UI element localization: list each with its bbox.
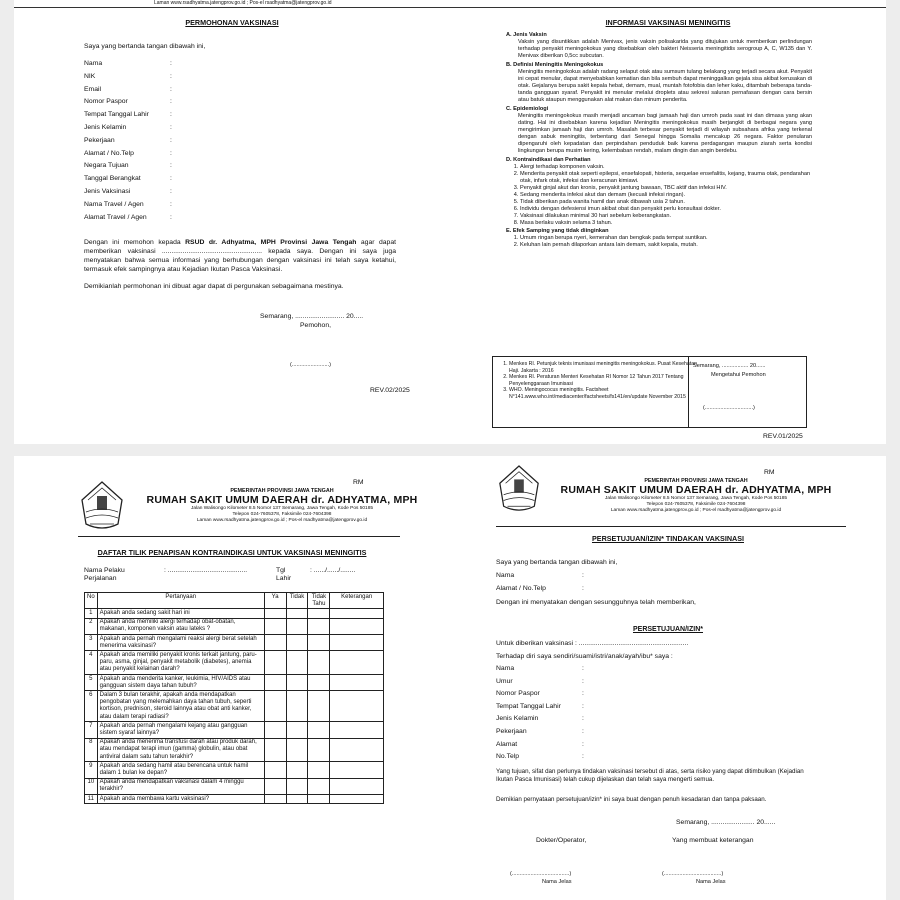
form-field-row [496, 753, 584, 760]
field-label: Tanggal Berangkat [84, 175, 141, 183]
row-number: 11 [85, 795, 98, 804]
col-tidak: Tidak [286, 593, 308, 609]
form-field-row [84, 111, 172, 118]
letterhead-rule [14, 7, 450, 8]
checklist-table [84, 592, 384, 804]
section-heading: E. Efek Samping yang tidak diinginkan [506, 228, 609, 234]
field-colon: : [582, 584, 584, 592]
col-keterangan: Keterangan [330, 593, 384, 609]
hospital-name: RUMAH SAKIT UMUM DAERAH dr. ADHYATMA, MPH [146, 494, 418, 506]
field-colon: : [582, 677, 584, 685]
form-field-row [496, 715, 584, 722]
form-field-row [496, 728, 584, 735]
province-logo-icon [94, 0, 144, 6]
answer-ya-cell[interactable] [264, 738, 286, 762]
answer-tidak-tahu-cell[interactable] [308, 795, 330, 804]
table-row [85, 609, 384, 618]
keterangan-cell[interactable] [330, 675, 384, 691]
reference-box [492, 356, 807, 428]
row-question: Apakah anda menderita kanker, leukimia, HIV/AIDS atau gangguan sistem daya tahan tubuh? [97, 675, 264, 691]
intro-text: Saya yang bertanda tangan dibawah ini, [84, 43, 206, 50]
row-number: 5 [85, 675, 98, 691]
page-persetujuan [450, 456, 886, 900]
keterangan-cell[interactable] [330, 778, 384, 794]
field-label: Nama [84, 60, 103, 67]
form-field-row [84, 162, 172, 169]
table-row [85, 635, 384, 651]
list-item: 1. Alergi terhadap komponen vaksin. [520, 164, 812, 171]
answer-tidak-cell[interactable] [286, 691, 308, 722]
box-signature: (...............................) [703, 405, 755, 411]
form-field-row [496, 585, 584, 592]
consent-subtitle: PERSETUJUAN/IZIN* [632, 626, 703, 633]
address-line-2: Telepon 024-7605378, Faksimile 024-7604398 [232, 512, 332, 517]
field-colon: : [170, 213, 172, 221]
checklist-body [85, 609, 384, 804]
rm-label: RM [764, 469, 775, 476]
field-label: NIK [84, 72, 96, 80]
field-colon: : [170, 136, 172, 144]
table-row [85, 778, 384, 794]
field-label: Jenis Kelamin [84, 124, 127, 131]
form-field-row [84, 137, 172, 144]
row-number: 6 [85, 691, 98, 722]
list-item: 7. Vaksinasi dilakukan minimal 30 hari sebelum keberangkatan. [520, 213, 812, 220]
explanation-paragraph: Yang tujuan, sifat dan perlunya tindakan vaksinasi tersebut di atas, serta risiko yang dapat ditimbulkan (Kejadian Ikutan Pasca Imunisasi) telah cukup dijelaskan dan telah saya mengerti semua. [496, 768, 804, 783]
table-header-row [85, 593, 384, 609]
side-effect-list [520, 235, 812, 249]
form-field-row [84, 175, 172, 182]
table-row [85, 618, 384, 634]
left-nama-jelas: Nama Jelas [542, 879, 572, 885]
answer-tidak-tahu-cell[interactable] [308, 675, 330, 691]
form-field-row [84, 98, 172, 105]
form-field-row [496, 703, 584, 710]
address-line-3: Laman www.rsadhyatma.jatengprov.go.id ; Pos-el rsadhyatma@jatengprov.go.id [196, 518, 368, 523]
info-sections [506, 32, 812, 249]
field-colon: : [582, 665, 584, 672]
field-colon: : [170, 60, 172, 67]
answer-ya-cell[interactable] [264, 609, 286, 618]
section-heading: A. Jenis Vaksin [506, 32, 547, 38]
field-colon: : [170, 175, 172, 183]
field-colon: : [582, 572, 584, 579]
field-colon: : [582, 728, 584, 735]
field-label: Alamat / No.Telp [84, 149, 134, 157]
address-line-1: Jalan Walisongo Kilometer 8.5 Nomor 137 Semarang, Jawa Tengah, Kode Pos 50185 [190, 506, 374, 511]
answer-tidak-tahu-cell[interactable] [308, 609, 330, 618]
table-row [85, 691, 384, 722]
address-line-3: Laman www.rsadhyatma.jatengprov.go.id ; Pos-el rsadhyatma@jatengprov.go.id [610, 508, 782, 513]
government-name: PEMERINTAH PROVINSI JAWA TENGAH [230, 488, 334, 494]
field-colon: : [582, 690, 584, 698]
section-body: Vaksin yang disuntikkan adalah Menivax, jenis vaksin polisakarida yang ditujukan untuk memberikan perlindungan terhadap penyakit meningokokus yang disebabkan oleh bakteri Neisseria meningitidis serogroup A, C, W135 dan Y. Menivax diberikan 0,5cc subcutan. [518, 39, 812, 59]
answer-tidak-cell[interactable] [286, 762, 308, 778]
field-label: Jenis Kelamin [496, 715, 539, 723]
request-paragraph [84, 238, 396, 274]
field-label: Pekerjaan [84, 136, 115, 144]
row-question: Apakah anda membawa kartu vaksinasi? [97, 795, 264, 804]
letterhead-rule [78, 536, 400, 537]
page-title: DAFTAR TILIK PENAPISAN KONTRAINDIKASI UNTUK VAKSINASI MENINGITIS [97, 548, 367, 557]
field-label: Jenis Vaksinasi [84, 188, 131, 195]
answer-ya-cell[interactable] [264, 651, 286, 675]
tgl-label: Tgl [276, 567, 286, 574]
right-signature: (.....................................) [662, 871, 724, 877]
answer-tidak-cell[interactable] [286, 675, 308, 691]
answer-ya-cell[interactable] [264, 618, 286, 634]
province-logo-icon [78, 480, 126, 532]
hospital-name-bold: RSUD dr. Adhyatma, MPH Provinsi Jawa Tengah [185, 239, 357, 246]
field-colon: : [170, 98, 172, 106]
col-tidak-tahu: Tidak Tahu [308, 593, 330, 609]
row-question: Apakah anda memiliki alergi terhadap obat-obatan, makanan, komponen vaksin atau lateks ? [97, 618, 264, 634]
form-field-row [84, 214, 172, 221]
row-number: 7 [85, 722, 98, 738]
keterangan-cell[interactable] [330, 722, 384, 738]
row-number: 2 [85, 618, 98, 634]
field-colon: : [582, 702, 584, 710]
answer-tidak-cell[interactable] [286, 618, 308, 634]
answer-tidak-cell[interactable] [286, 609, 308, 618]
section-heading: D. Kontraindikasi dan Perhatian [506, 157, 591, 163]
field-label: Tempat Tanggal Lahir [496, 702, 561, 710]
answer-tidak-tahu-cell[interactable] [308, 778, 330, 794]
row-question: Apakah anda sedang sakit hari ini [97, 609, 264, 618]
letterhead-address: Laman www.rsadhyatma.jatengprov.go.id ; Pos-el rsadhyatma@jatengprov.go.id [154, 0, 332, 6]
letterhead-rule [496, 526, 846, 527]
closing-paragraph: Demikian pernyataan persetujuan/izin* ini saya buat dengan penuh kesadaran dan tanpa paksaan. [496, 796, 767, 803]
list-item: 6. Individu dengan defesiensi imun akibat obat dan penyakit perlu konsultasi dokter. [520, 206, 812, 213]
answer-ya-cell[interactable] [264, 635, 286, 651]
field-label: Negara Tujuan [84, 162, 129, 170]
section-b [506, 62, 812, 104]
page-title: PERSETUJUAN/IZIN* TINDAKAN VAKSINASI [591, 534, 744, 543]
page-daftar-tilik [14, 456, 450, 900]
field-label: Alamat Travel / Agen [84, 213, 147, 221]
row-question: Apakah anda sedang hamil atau berencana untuk hamil dalam 1 bulan ke depan? [97, 762, 264, 778]
list-item: 3. WHO. Meningococus meningitis. Factsheet N°141.www.who.int/mediacenter/factsheets/fs141/en/update November 2015 [509, 387, 699, 400]
table-row [85, 651, 384, 675]
list-item: 3. Penyakit ginjal akut dan kronis, penyakit jantung bawaan, TBC aktif dan infeksi HIV. [520, 185, 812, 192]
row-question: Dalam 3 bulan terakhir, apakah anda mendapatkan pengobatan yang melemahkan daya tahan tubuh, seperti kortison, prednison, steroid lainnya atau obat anti kanker, atau dalam terapi radiasi? [97, 691, 264, 722]
field-label: Nama Travel / Agen [84, 200, 144, 208]
closing-paragraph: Demikianlah permohonan ini dibuat agar dapat di pergunakan sebagaimana mestinya. [84, 283, 344, 290]
field-label: Email [84, 85, 101, 93]
field-label: Tempat Tanggal Lahir [84, 111, 149, 119]
field-colon: : [170, 72, 172, 80]
answer-ya-cell[interactable] [264, 778, 286, 794]
tgl-lahir-value: : ....../....../........ [310, 567, 356, 574]
list-item: 1. Umum ringan berupa nyeri, kemerahan dan bengkak pada tempat suntikan. [520, 235, 812, 242]
field-colon: : [170, 149, 172, 157]
field-label: Nomor Paspor [84, 98, 128, 106]
answer-tidak-cell[interactable] [286, 738, 308, 762]
right-signer-role: Yang membuat keterangan [672, 837, 754, 844]
field-colon: : [170, 111, 172, 119]
form-field-row [84, 150, 172, 157]
signer-role: Pemohon, [300, 322, 331, 329]
province-logo-icon [496, 464, 542, 514]
field-label: Pekerjaan [496, 728, 527, 735]
row-number: 10 [85, 778, 98, 794]
page-title: PERMOHONAN VAKSINASI [185, 18, 279, 27]
answer-tidak-tahu-cell[interactable] [308, 635, 330, 651]
list-item: 2. Menkes RI. Peraturan Menteri Kesehatan RI Nomor 12 Tahun 2017 Tentang Penyelenggaraan Imunisasi [509, 374, 699, 387]
form-field-row [84, 188, 172, 195]
answer-tidak-tahu-cell[interactable] [308, 691, 330, 722]
address-line-1: Jalan Walisongo Kilometer 8.5 Nomor 137 Semarang, Jawa Tengah, Kode Pos 50185 [604, 496, 788, 501]
col-ya: Ya [264, 593, 286, 609]
answer-tidak-tahu-cell[interactable] [308, 722, 330, 738]
row-question: Apakah anda menerima transfusi darah atau produk darah, atau mendapat terapi imun (gamma) globulin, atau obat antiviral dalam satu tahun terakhir? [97, 738, 264, 762]
perjalanan-label: Perjalanan [84, 575, 117, 582]
hospital-name: RUMAH SAKIT UMUM DAERAH dr. ADHYATMA, MPH [560, 484, 832, 496]
keterangan-cell[interactable] [330, 691, 384, 722]
list-item: 2. Keluhan lain pernah dilaporkan antara lain demam, sakit kepala, mutah. [520, 242, 812, 249]
form-field-row [84, 73, 172, 80]
statement-text: Dengan ini menyatakan dengan sesungguhnya telah memberikan, [496, 599, 696, 606]
rm-label: RM [353, 479, 364, 486]
form-field-row [84, 201, 172, 208]
left-signature: (.....................................) [510, 871, 572, 877]
subject-relation: Terhadap diri saya sendiri/suami/istri/anak/ayah/ibu* saya : [496, 653, 673, 660]
form-field-row [496, 665, 584, 672]
field-label: Nama [496, 572, 515, 579]
section-e [506, 228, 812, 249]
vaccination-target: Untuk diberikan vaksinasi : .......................................................... [496, 640, 689, 647]
form-field-row [496, 690, 584, 697]
section-c [506, 106, 812, 155]
request-text-a: Dengan ini memohon kepada [84, 239, 186, 246]
field-label: Nomor Paspor [496, 690, 540, 698]
field-label: Alamat / No.Telp [496, 584, 546, 592]
answer-ya-cell[interactable] [264, 722, 286, 738]
row-number: 1 [85, 609, 98, 618]
form-field-row [496, 572, 584, 579]
answer-tidak-cell[interactable] [286, 795, 308, 804]
answer-tidak-tahu-cell[interactable] [308, 618, 330, 634]
section-body: Meningitis meningokokus masih menjadi ancaman bagi jamaah haji dan umroh pada saat ini dan dimasa yang akan dating. Hal ini disebabkan karena kejadian Meningitis meningokokus masih berjangkit di berbagai negara yang mengirimkan jamaah haji dan umroh. Masalah terbesar penyakit terjadi di wilayah subsahara afrika yang terkenal dengan sabuk meningitis, terbentang dari Senegal hingga Somalia mencakup 26 negara. Faktor penularan dipengaruhi oleh kepadatan dan perpindahan penduduk baik karena perdagangan maupun ziarah serta kondisi lingkungan berupa musim kering, kelembaban rendah, malam dingin dan angin berdebu. [518, 113, 812, 154]
table-row [85, 762, 384, 778]
answer-tidak-cell[interactable] [286, 651, 308, 675]
field-colon: : [170, 85, 172, 93]
letterhead [132, 488, 432, 524]
list-item: 4. Sedang menderita infeksi akut dan demam (kecuali infeksi ringan). [520, 192, 812, 199]
revision-code: REV.02/2025 [370, 387, 410, 394]
col-pertanyaan: Pertanyaan [97, 593, 264, 609]
nama-pelaku-value: : .......................................... [164, 567, 248, 574]
nama-pelaku-label: Nama Pelaku [84, 567, 125, 574]
row-number: 3 [85, 635, 98, 651]
row-question: Apakah anda mendapatkan vaksinasi dalam 4 minggu terakhir? [97, 778, 264, 794]
form-field-row [84, 86, 172, 93]
letterhead [546, 478, 846, 514]
row-question: Apakah anda pernah mengalami reaksi alergi berat setelah menerima vaksinasi? [97, 635, 264, 651]
contraindication-list [520, 164, 812, 227]
box-place-date: Semarang, ................. 20...... [693, 363, 766, 369]
answer-tidak-cell[interactable] [286, 635, 308, 651]
answer-tidak-cell[interactable] [286, 778, 308, 794]
answer-tidak-cell[interactable] [286, 722, 308, 738]
keterangan-cell[interactable] [330, 795, 384, 804]
left-signer-role: Dokter/Operator, [536, 837, 587, 844]
answer-ya-cell[interactable] [264, 762, 286, 778]
field-label: Nama [496, 665, 515, 672]
row-number: 9 [85, 762, 98, 778]
list-item: 1. Menkes RI. Petunjuk teknis imunisasi meningitis meningokokus. Pusat Kesehatan Haji. Jakarta : 2016 [509, 361, 699, 374]
field-label: Alamat [496, 740, 518, 748]
page-title: INFORMASI VAKSINASI MENINGITIS [605, 18, 731, 27]
answer-tidak-tahu-cell[interactable] [308, 738, 330, 762]
answer-ya-cell[interactable] [264, 795, 286, 804]
field-label: No.Telp [496, 753, 520, 761]
reference-list [509, 361, 699, 401]
row-question: Apakah anda memiliki penyakit kronis terkait jantung, paru-paru, asma, ginjal, penyakit metabolik (diabetes), anemia atau penyakit kelainan darah? [97, 651, 264, 675]
field-label: Umur [496, 677, 513, 685]
list-item: 8. Masa berlaku vaksin selama 3 tahun. [520, 220, 812, 227]
address-line-2: Telepon 024-7605378, Faksimile 024-7604398 [646, 502, 746, 507]
page-permohonan-vaksinasi [14, 0, 450, 444]
field-colon: : [170, 200, 172, 208]
form-field-row [84, 124, 172, 131]
list-item: 2. Menderita penyakit otak seperti epilepsi, ensefalopati, histeria, sequelae ensefalitis, kejang, trauma otak, pendarahan otak, infark otak, infeksi dan keracunan kimiawi. [520, 171, 812, 185]
right-nama-jelas: Nama Jelas [696, 879, 726, 885]
keterangan-cell[interactable] [330, 609, 384, 618]
col-no: No [85, 593, 98, 609]
field-colon: : [582, 740, 584, 748]
form-field-row [496, 678, 584, 685]
table-row [85, 795, 384, 804]
form-field-row [84, 60, 172, 67]
keterangan-cell[interactable] [330, 651, 384, 675]
keterangan-cell[interactable] [330, 738, 384, 762]
table-row [85, 675, 384, 691]
section-heading: B. Definisi Meningitis Meningokokus [506, 62, 604, 68]
answer-ya-cell[interactable] [264, 675, 286, 691]
row-number: 4 [85, 651, 98, 675]
lahir-label: Lahir [276, 575, 292, 582]
keterangan-cell[interactable] [330, 618, 384, 634]
section-d [506, 157, 812, 227]
intro-text: Saya yang bertanda tangan dibawah ini, [496, 559, 618, 566]
answer-tidak-tahu-cell[interactable] [308, 762, 330, 778]
reference-divider [688, 357, 689, 427]
section-body: Meningitis meningokokus adalah radang selaput otak atau sumsum tulang belakang yang terjadi secara akut. Penyakit ini cepat menular, dapat menyebabkan kematian dan bila sembuh dapat meninggalkan gejala sisa akibat kerusakan di otak. Gejalanya berupa sakit kepala hebat, demam, mual, muntah fotofobia dan leher kaku, ditambah beberapa tanda-tanda gangguan syaraf. Penyakit ini menular melalui droplets atau sekresi saluran pernafasan dengan cara bersin atau batuk ataupun menggunakan alat makan dan minum penderita. [518, 69, 812, 103]
list-item: 5. Tidak diberikan pada wanita hamil dan anak dibawah usia 2 tahun. [520, 199, 812, 206]
row-question: Apakah anda pernah mengalami kejang atau gangguan sistem syaraf lainnya? [97, 722, 264, 738]
keterangan-cell[interactable] [330, 635, 384, 651]
table-row [85, 722, 384, 738]
field-colon: : [582, 715, 584, 723]
keterangan-cell[interactable] [330, 762, 384, 778]
revision-code: REV.01/2025 [763, 433, 803, 440]
field-colon: : [582, 753, 584, 761]
field-colon: : [170, 124, 172, 131]
row-number: 8 [85, 738, 98, 762]
answer-tidak-tahu-cell[interactable] [308, 651, 330, 675]
form-field-row [496, 741, 584, 748]
place-date: Semarang, ....................... 20...... [676, 819, 776, 826]
page-informasi-vaksinasi [450, 0, 886, 444]
request-text-c: agar dapat memberikan vaksinasi ..................................................... kepada saya. Dengan ini saya juga menyatakan bahwa semua informasi yang berhubungan dengan vaksinasi ini telah saya ketahui, termasuk efek sampingnya atau Kejadian Ikutan Pasca Vaksinasi. [84, 239, 396, 273]
section-heading: C. Epidemiologi [506, 106, 549, 112]
government-name: PEMERINTAH PROVINSI JAWA TENGAH [644, 478, 748, 484]
section-a [506, 32, 812, 60]
field-colon: : [170, 162, 172, 170]
place-date: Semarang, .......................... 20..... [260, 313, 364, 320]
table-row [85, 738, 384, 762]
letterhead-rule [450, 7, 886, 8]
answer-ya-cell[interactable] [264, 691, 286, 722]
box-role: Mengetahui Pemohon [711, 372, 766, 378]
letterhead-strip [14, 0, 450, 8]
field-colon: : [170, 188, 172, 195]
signature-line: (........................) [290, 362, 332, 368]
